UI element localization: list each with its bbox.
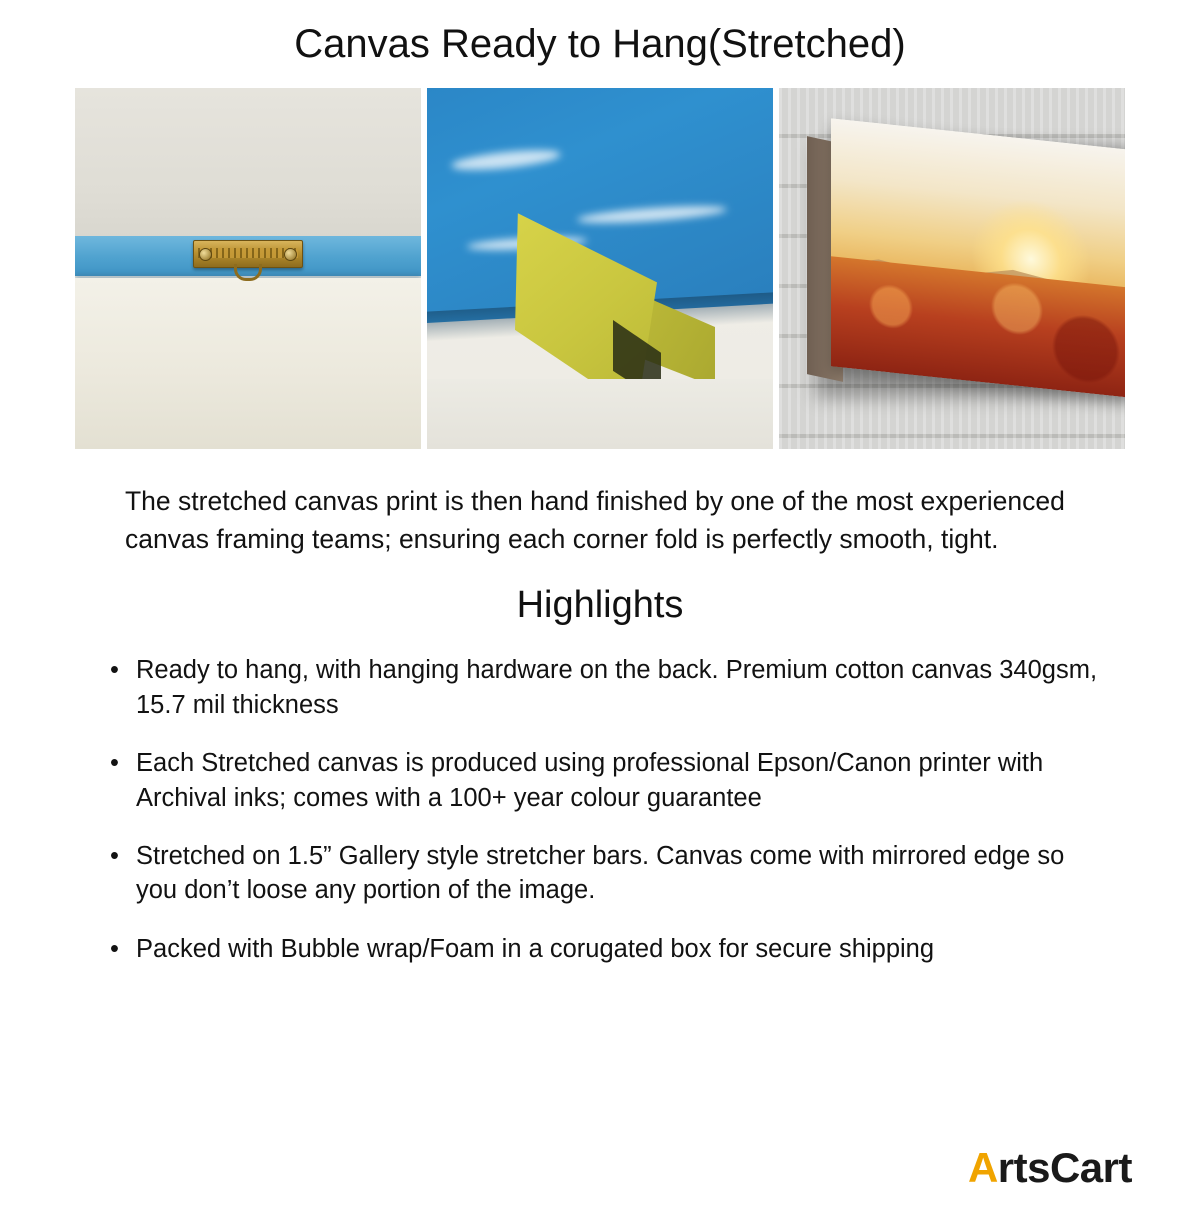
- photo1-wall: [75, 88, 421, 236]
- list-item-text: Each Stretched canvas is produced using professional Epson/Canon printer with Archival inks; comes with a 100+ year colour guarantee: [136, 749, 1044, 812]
- page-title: Canvas Ready to Hang(Stretched): [294, 22, 906, 66]
- photo2-wall: [427, 379, 773, 449]
- brand-logo-text: rtsCart: [997, 1144, 1132, 1191]
- bullet-icon: •: [110, 934, 119, 963]
- bullet-icon: •: [110, 656, 119, 685]
- bullet-icon: •: [110, 841, 119, 870]
- highlights-heading: Highlights: [516, 584, 684, 627]
- list-item-text: Stretched on 1.5” Gallery style stretcher bars. Canvas come with mirrored edge so you don’t loose any portion of the image.: [136, 841, 1065, 905]
- list-item: [100, 839, 1100, 908]
- highlights-list: [100, 653, 1100, 966]
- photo3-artwork: [831, 118, 1125, 398]
- photo-canvas-back-hanging-hardware: [75, 88, 421, 449]
- product-info-page: [0, 22, 1200, 1222]
- screw-right-icon: [284, 248, 297, 261]
- brand-logo: [968, 1144, 1132, 1192]
- list-item: [100, 932, 1100, 966]
- photo1-canvas-back: [75, 278, 421, 449]
- photo-framed-canvas-on-wall: [779, 88, 1125, 449]
- screw-left-icon: [199, 248, 212, 261]
- photo-gallery: [75, 88, 1125, 449]
- bullet-icon: •: [110, 749, 119, 778]
- intro-paragraph: The stretched canvas print is then hand finished by one of the most experienced canvas framing teams; ensuring each corner fold is perfectly smooth, tight.: [125, 486, 1065, 554]
- list-item: [100, 746, 1100, 815]
- photo-canvas-corner-fold: [427, 88, 773, 449]
- list-item-text: Ready to hang, with hanging hardware on the back. Premium cotton canvas 340gsm, 15.7 mil thickness: [136, 656, 1098, 719]
- list-item-text: Packed with Bubble wrap/Foam in a corugated box for secure shipping: [136, 934, 935, 963]
- list-item: [100, 653, 1100, 722]
- brand-logo-initial: A: [967, 1144, 998, 1191]
